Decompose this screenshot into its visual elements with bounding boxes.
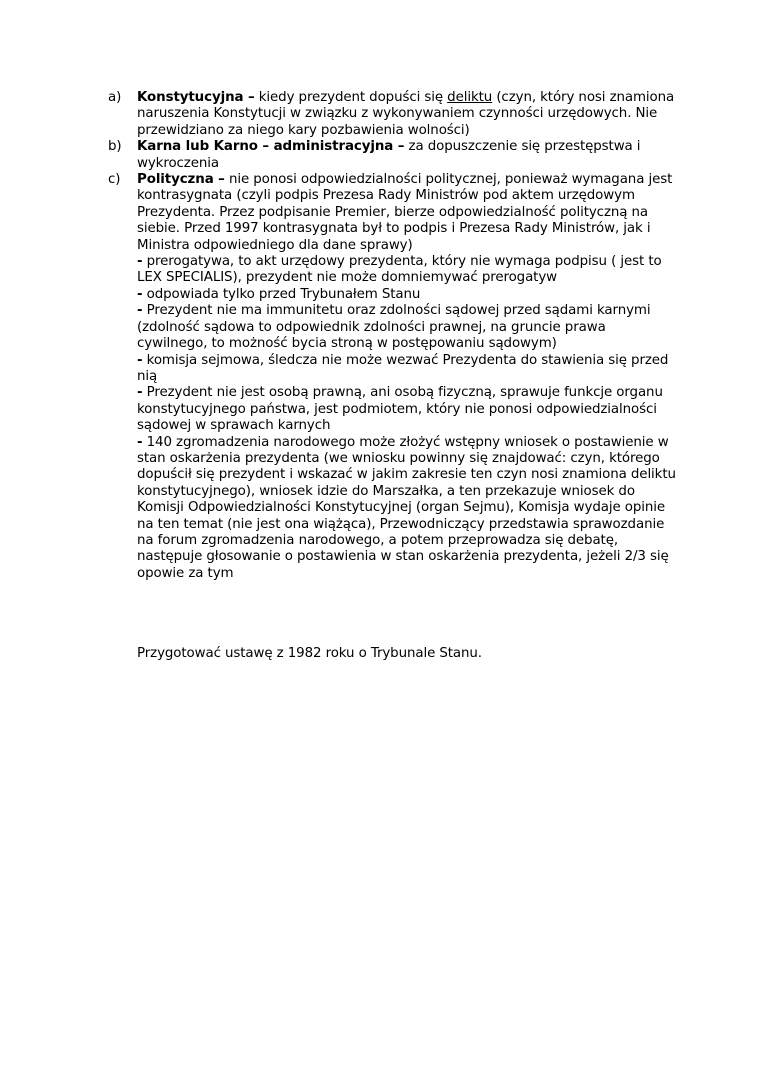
list-item-c-heading: Polityczna – bbox=[137, 172, 225, 188]
dash-point-text: Prezydent nie ma immunitetu oraz zdolności sądowej przed sądami karnymi (zdolność sądowa to odpowiednik zdolności prawnej, na gruncie prawa cywilnego, to możność bycia stroną w postępowaniu sądowym) bbox=[137, 303, 651, 352]
dash-point bbox=[137, 385, 678, 434]
liability-list bbox=[108, 90, 678, 582]
dash-point-text: 140 zgromadzenia narodowego może złożyć wstępny wniosek o postawienie w stan oskarżenia prezydenta (we wniosku powinny się znajdować: czyn, którego dopuścił się prezydent i wskazać w jakim zakresie ten czyn nosi znamiona deliktu konstytucyjnego), wniosek idzie do Marszałka, a ten przekazuje wniosek do Komisji Odpowiedzialności Konstytucyjnej (organ Sejmu), Komisja wydaje opinie na ten temat (nie jest ona wiążąca), Przewodniczący przedstawia sprawozdanie na forum zgromadzenia narodowego, a potem przeprowadza się debatę, następuje głosowanie o postawienia w stan oskarżenia prezydenta, jeżeli 2/3 się opowie za tym bbox=[137, 434, 676, 581]
dash-point-text: Prezydent nie jest osobą prawną, ani osobą fizyczną, sprawuje funkcje organu konstytucyjnego państwa, jest podmiotem, który nie ponosi odpowiedzialności sądowej w sprawach karnych bbox=[137, 385, 663, 434]
list-item-c-text: nie ponosi odpowiedzialności politycznej, ponieważ wymagana jest kontrasygnata (czyli podpis Prezesa Rady Ministrów pod aktem urzędowym Prezydenta. Przez podpisanie Premier, bierze odpowiedzialność polityczną na siebie. Przed 1997 kontrasygnata był to podpis i Prezesa Rady Ministrów, jak i Ministra odpowiedniego dla dane sprawy) bbox=[137, 172, 673, 253]
list-item-a-text-before: kiedy prezydent dopuści się bbox=[254, 90, 448, 105]
dash-point-text: odpowiada tylko przed Trybunałem Stanu bbox=[146, 286, 421, 302]
dash-marker: - bbox=[137, 385, 143, 401]
dash-marker: - bbox=[137, 352, 143, 368]
list-item-a-text-after: (czyn, który nosi znamiona naruszenia Konstytucji w związku z wykonywaniem czynności urzędowych. Nie przewidziano za niego kary pozbawienia wolności) bbox=[137, 90, 675, 138]
dash-point bbox=[137, 303, 678, 352]
list-marker-a: a) bbox=[108, 90, 122, 105]
preparation-note: Przygotować ustawę z 1982 roku o Trybunale Stanu. bbox=[137, 646, 482, 661]
list-marker-c: c) bbox=[108, 172, 121, 188]
list-item-b bbox=[108, 139, 678, 172]
dash-marker: - bbox=[137, 254, 143, 270]
list-item-b-text: za dopuszczenie się przestępstwa i wykroczenia bbox=[137, 139, 641, 171]
dash-point bbox=[137, 353, 678, 386]
list-marker-b: b) bbox=[108, 139, 122, 155]
list-item-a-heading: Konstytucyjna – bbox=[137, 90, 255, 105]
dash-marker: - bbox=[137, 286, 143, 302]
dash-point bbox=[137, 254, 678, 287]
dash-marker: - bbox=[137, 434, 143, 450]
dash-point-text: komisja sejmowa, śledcza nie może wezwać Prezydenta do stawienia się przed nią bbox=[137, 352, 669, 384]
dash-point bbox=[137, 435, 678, 583]
dash-marker: - bbox=[137, 303, 143, 319]
list-item-b-heading: Karna lub Karno – administracyjna – bbox=[137, 139, 405, 155]
dash-point bbox=[137, 287, 678, 303]
delikt-underlined-term: deliktu bbox=[447, 90, 493, 105]
list-item-a bbox=[108, 90, 678, 139]
list-item-c bbox=[108, 172, 678, 582]
dash-point-text: prerogatywa, to akt urzędowy prezydenta, który nie wymaga podpisu ( jest to LEX SPECIALIS), prezydent nie może domniemywać prerogatyw bbox=[137, 254, 662, 286]
